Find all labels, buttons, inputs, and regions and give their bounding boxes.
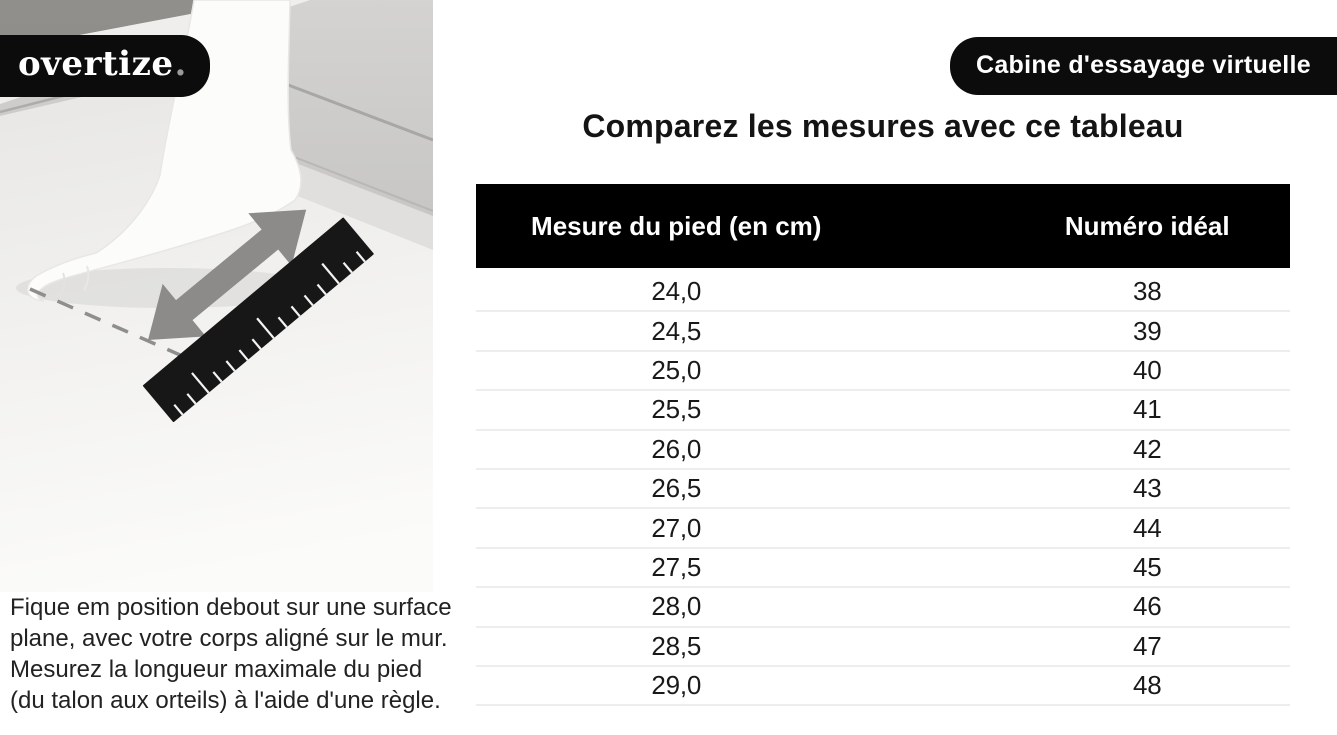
table-row bbox=[476, 470, 1290, 509]
foot-measure-cell: 27,5 bbox=[651, 551, 702, 582]
table-row bbox=[476, 352, 1290, 391]
size-cell: 46 bbox=[1132, 591, 1162, 622]
brand-logo-text: overtize bbox=[18, 44, 174, 84]
size-cell: 42 bbox=[1132, 433, 1162, 464]
table-body bbox=[476, 273, 1290, 706]
table-row bbox=[476, 549, 1290, 588]
size-cell: 48 bbox=[1132, 670, 1162, 701]
foot-measure-cell: 29,0 bbox=[651, 670, 702, 701]
table-header bbox=[476, 184, 1290, 268]
brand-logo-period: . bbox=[174, 44, 187, 84]
table-row bbox=[476, 312, 1290, 351]
foot-measure-cell: 25,5 bbox=[651, 394, 702, 425]
size-conversion-table bbox=[476, 184, 1290, 706]
table-row bbox=[476, 667, 1290, 706]
foot-measure-cell: 26,5 bbox=[651, 473, 702, 504]
table-row bbox=[476, 588, 1290, 627]
virtual-fitting-badge bbox=[950, 37, 1337, 95]
measurement-instructions: Fique em position debout sur une surface plane, avec votre corps aligné sur le mur. Mesurez la longueur maximale du pied (du talon aux orteils) à l'aide d'une règle. bbox=[10, 594, 452, 714]
foot-measure-cell: 27,0 bbox=[651, 512, 702, 543]
size-cell: 40 bbox=[1132, 354, 1162, 385]
column-header-ideal-size: Numéro idéal bbox=[1064, 210, 1230, 241]
foot-measure-cell: 24,5 bbox=[651, 315, 702, 346]
size-cell: 39 bbox=[1132, 315, 1162, 346]
foot-measure-cell: 26,0 bbox=[651, 433, 702, 464]
size-cell: 45 bbox=[1132, 551, 1162, 582]
size-cell: 43 bbox=[1132, 473, 1162, 504]
foot-measure-cell: 28,0 bbox=[651, 591, 702, 622]
page-title: Comparez les mesures avec ce tableau bbox=[582, 108, 1184, 144]
table-row bbox=[476, 391, 1290, 430]
foot-measure-cell: 28,5 bbox=[651, 630, 702, 661]
size-cell: 38 bbox=[1132, 276, 1162, 307]
brand-logo-badge bbox=[0, 35, 210, 97]
column-header-foot-measure: Mesure du pied (en cm) bbox=[531, 210, 822, 241]
size-cell: 41 bbox=[1132, 394, 1162, 425]
virtual-fitting-badge-label: Cabine d'essayage virtuelle bbox=[975, 50, 1311, 79]
foot-measure-cell: 24,0 bbox=[651, 276, 702, 307]
foot-measure-cell: 25,0 bbox=[651, 354, 702, 385]
size-cell: 44 bbox=[1132, 512, 1162, 543]
table-row bbox=[476, 431, 1290, 470]
table-row bbox=[476, 509, 1290, 548]
table-row bbox=[476, 273, 1290, 312]
table-row bbox=[476, 628, 1290, 667]
size-cell: 47 bbox=[1132, 630, 1162, 661]
